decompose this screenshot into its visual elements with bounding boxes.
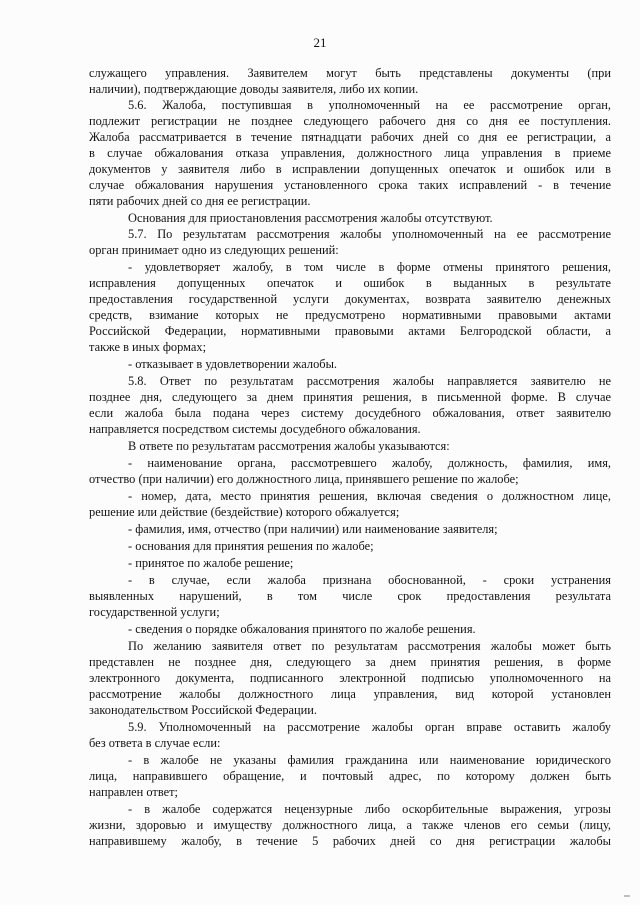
text-line: жизни, здоровью и имуществу должностного лица, а также членов его семьи (лицу, [89,818,611,832]
text-line: наличии), подтверждающие доводы заявителя, либо их копии. [89,82,419,96]
text-line: без ответа в случае если: [89,736,221,750]
text-line: Основания для приостановления рассмотрения жалобы отсутствуют. [128,211,493,225]
text-line: выявленных нарушений, в том числе срок предоставления результата [89,589,611,603]
text-line: также в иных формах; [89,340,207,354]
text-line: - в жалобе не указаны фамилия гражданина или наименование юридического [128,753,611,767]
text-line: направившему жалобу, в течение 5 рабочих дней со дня регистрации жалобы [89,834,611,848]
text-line: - принятое по жалобе решение; [128,556,294,570]
text-line: - удовлетворяет жалобу, в том числе в форме отмены принятого решения, [128,260,611,274]
text-line: Российской Федерации, нормативными правовыми актами Белгородской области, а [89,324,611,338]
text-line: в случае обжалования отказа управления, должностного лица управления в приеме [89,146,611,160]
text-line: 5.7. По результатам рассмотрения жалобы уполномоченный на ее рассмотрение [128,227,611,241]
text-line: государственной услуги; [89,605,220,619]
text-line: отчество (при наличии) его должностного лица, принявшего решение по жалобе; [89,472,519,486]
text-line: - наименование органа, рассмотревшего жалобу, должность, фамилия, имя, [128,456,611,470]
text-line: - номер, дата, место принятия решения, включая сведения о должностном лице, [128,489,611,503]
text-line: если жалоба была подана через систему досудебного обжалования, ответ заявителю [89,406,611,420]
text-line: 5.8. Ответ по результатам рассмотрения жалобы направляется заявителю не [128,374,611,388]
text-line: - фамилия, имя, отчество (при наличии) или наименование заявителя; [128,522,498,536]
text-line: позднее дня, следующего за днем принятия решения, в письменной форме. В случае [89,390,611,404]
text-line: орган принимает одно из следующих решений: [89,243,339,257]
page-number: 21 [313,35,327,50]
text-line: пяти рабочих дней со дня ее регистрации. [89,194,311,208]
text-line: Жалоба рассматривается в течение пятнадцати рабочих дней со дня ее регистрации, а [89,130,611,144]
text-line: - в жалобе содержатся нецензурные либо оскорбительные выражения, угрозы [128,802,611,816]
text-line: 5.9. Уполномоченный на рассмотрение жалобы орган вправе оставить жалобу [128,720,611,734]
text-line: электронного документа, подписанного электронной подписью уполномоченного на [89,671,611,685]
text-line: случае обжалования нарушения установленного срока таких исправлений - в течение [89,178,611,192]
text-line: - отказывает в удовлетворении жалобы. [128,357,337,371]
text-line: законодательством Российской Федерации. [89,703,318,717]
text-line: - в случае, если жалоба признана обоснованной, - сроки устранения [128,573,611,587]
text-line: подлежит регистрации не позднее следующего рабочего дня со дня ее поступления. [89,114,611,128]
text-line: - сведения о порядке обжалования принятого по жалобе решения. [128,622,476,636]
text-line: предоставления государственной услуги документах, возврата заявителю денежных [89,292,611,306]
text-line: По желанию заявителя ответ по результатам рассмотрения жалобы может быть [128,639,611,653]
text-line: представлен не позднее дня, следующего за днем принятия решения, в форме [89,655,611,669]
text-line: исправления допущенных опечаток и ошибок в выданных в результате [89,276,611,290]
scan-mark [624,895,630,897]
text-line: документов у заявителя либо в исправлении допущенных опечаток и ошибок или в [89,162,611,176]
text-line: - основания для принятия решения по жалобе; [128,539,374,553]
text-line: лица, направившего обращение, и почтовый адрес, по которому должен быть [89,769,611,783]
text-line: направляется посредством системы досудебного обжалования. [89,422,421,436]
text-line: направлен ответ; [89,785,178,799]
text-line: В ответе по результатам рассмотрения жалобы указываются: [128,439,450,453]
text-line: средств, взимание которых не предусмотрено нормативными правовыми актами [89,308,611,322]
text-line: решение или действие (бездействие) которого обжалуется; [89,505,400,519]
text-line: рассмотрение жалобы должностного лица управления, вид которой установлен [89,687,611,701]
text-line: служащего управления. Заявителем могут быть представлены документы (при [89,66,611,80]
text-line: 5.6. Жалоба, поступившая в уполномоченный на ее рассмотрение орган, [128,98,611,112]
